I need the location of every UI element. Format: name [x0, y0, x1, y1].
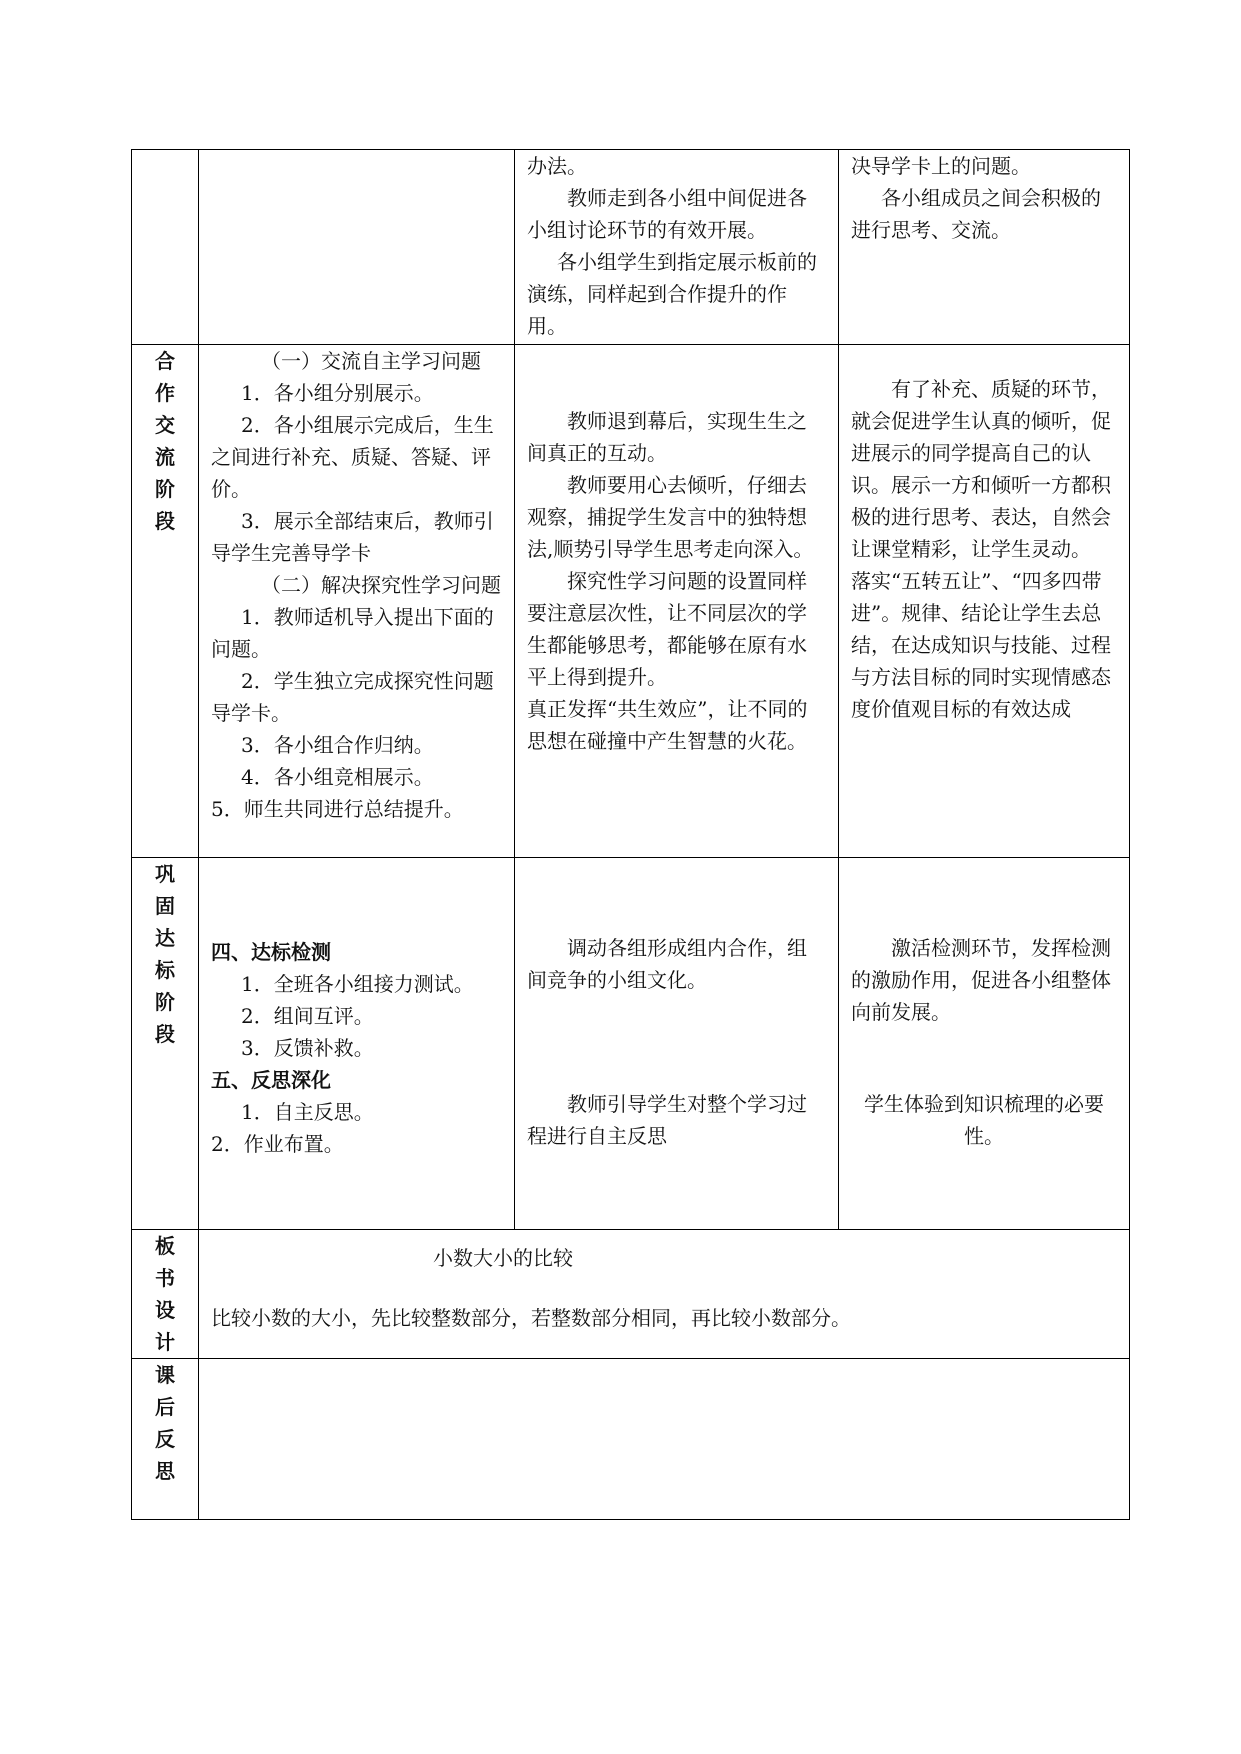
- activity-text: 1．教师适机导入提出下面的问题。: [211, 605, 494, 661]
- activity-text: 1．全班各小组接力测试。: [241, 972, 474, 996]
- stage-char: 课: [155, 1363, 175, 1387]
- activity-heading: 四、达标检测: [211, 940, 331, 964]
- activity-text: 3．各小组合作归纳。: [241, 733, 434, 757]
- activity-text: 2．学生独立完成探究性问题导学卡。: [211, 669, 494, 725]
- intent-text: 各小组成员之间会积极的进行思考、交流。: [851, 186, 1101, 242]
- stage-char: 书: [155, 1266, 175, 1290]
- stage-char: 段: [155, 1022, 175, 1046]
- stage-char: 计: [155, 1330, 175, 1354]
- stage-char: 达: [155, 926, 175, 950]
- intent-text: 决导学卡上的问题。: [851, 154, 1031, 178]
- reflection-cell[interactable]: [199, 1359, 1130, 1520]
- activity-text: 2．作业布置。: [211, 1132, 344, 1156]
- teacher-text: 教师引导学生对整个学习过程进行自主反思: [527, 1092, 807, 1148]
- table-row-continuation: [132, 150, 1130, 345]
- stage-label-consolidate: [132, 858, 199, 1230]
- activity-cell: [199, 858, 515, 1230]
- teacher-text: 真正发挥“共生效应”，让不同的思想在碰撞中产生智慧的火花。: [527, 697, 808, 753]
- intent-cell: [839, 150, 1130, 345]
- stage-char: 巩: [155, 862, 175, 886]
- activity-cell-empty: [199, 150, 515, 345]
- stage-char: 设: [155, 1298, 175, 1322]
- activity-text: 4．各小组竞相展示。: [241, 765, 434, 789]
- intent-text: 学生体验到知识梳理的必要性。: [864, 1092, 1104, 1148]
- activity-text: 1．自主反思。: [241, 1100, 374, 1124]
- stage-char: 板: [155, 1234, 175, 1258]
- table-row-board: [132, 1230, 1130, 1359]
- stage-char: 阶: [155, 990, 175, 1014]
- lesson-plan-sheet: [131, 149, 1129, 1520]
- teacher-cell: [515, 858, 839, 1230]
- teacher-text: 办法。: [527, 154, 587, 178]
- teacher-text: 探究性学习问题的设置同样要注意层次性，让不同层次的学生都能够思考，都能够在原有水平上得到提升。: [527, 569, 807, 689]
- stage-char: 阶: [155, 477, 175, 501]
- stage-label-cooperation: [132, 345, 199, 858]
- stage-label-reflection: [132, 1359, 199, 1520]
- activity-text: 1．各小组分别展示。: [241, 381, 434, 405]
- stage-char: 标: [155, 958, 175, 982]
- activity-text: 2．各小组展示完成后，生生之间进行补充、质疑、答疑、评价。: [211, 413, 494, 501]
- teacher-cell: [515, 345, 839, 858]
- stage-cell-empty: [132, 150, 199, 345]
- stage-char: 固: [155, 894, 175, 918]
- teacher-text: 调动各组形成组内合作，组间竞争的小组文化。: [527, 936, 807, 992]
- teacher-text: 各小组学生到指定展示板前的演练，同样起到合作提升的作用。: [527, 250, 817, 338]
- intent-cell: [839, 858, 1130, 1230]
- table-row-consolidate: [132, 858, 1130, 1230]
- activity-text: （一）交流自主学习问题: [261, 349, 481, 373]
- activity-text: 3．展示全部结束后，教师引导学生完善导学卡: [211, 509, 494, 565]
- stage-char: 后: [155, 1395, 175, 1419]
- intent-text: 落实“五转五让”、“四多四带进”。规律、结论让学生去总结，在达成知识与技能、过程与方法目标的同时实现情感态度价值观目标的有效达成: [851, 569, 1111, 721]
- intent-text: 有了补充、质疑的环节，就会促进学生认真的倾听，促进展示的同学提高自己的认识。展示一方和倾听一方都积极的进行思考、表达，自然会让课堂精彩，让学生灵动。: [851, 377, 1111, 561]
- intent-cell: [839, 345, 1130, 858]
- stage-char: 流: [155, 445, 175, 469]
- board-design-cell: [199, 1230, 1130, 1359]
- stage-char: 段: [155, 509, 175, 533]
- board-text: 比较小数的大小，先比较整数部分，若整数部分相同，再比较小数部分。: [211, 1306, 851, 1330]
- teacher-cell: [515, 150, 839, 345]
- stage-char: 交: [155, 413, 175, 437]
- activity-heading: 五、反思深化: [211, 1068, 331, 1092]
- stage-char: 合: [155, 349, 175, 373]
- stage-char: 思: [155, 1459, 175, 1483]
- lesson-plan-table: [131, 149, 1130, 1520]
- intent-text: 激活检测环节，发挥检测的激励作用，促进各小组整体向前发展。: [851, 936, 1111, 1024]
- board-title: 小数大小的比较: [433, 1246, 573, 1270]
- activity-text: 2．组间互评。: [241, 1004, 374, 1028]
- activity-text: （二）解决探究性学习问题: [261, 573, 501, 597]
- teacher-text: 教师走到各小组中间促进各小组讨论环节的有效开展。: [527, 186, 807, 242]
- activity-cell: [199, 345, 515, 858]
- activity-text: 5．师生共同进行总结提升。: [211, 797, 464, 821]
- stage-char: 反: [155, 1427, 175, 1451]
- stage-label-board: [132, 1230, 199, 1359]
- table-row-reflection: [132, 1359, 1130, 1520]
- activity-text: 3．反馈补救。: [241, 1036, 374, 1060]
- stage-char: 作: [155, 381, 175, 405]
- teacher-text: 教师要用心去倾听，仔细去观察，捕捉学生发言中的独特想法,顺势引导学生思考走向深入。: [527, 473, 814, 561]
- teacher-text: 教师退到幕后，实现生生之间真正的互动。: [527, 409, 807, 465]
- table-row-cooperation: [132, 345, 1130, 858]
